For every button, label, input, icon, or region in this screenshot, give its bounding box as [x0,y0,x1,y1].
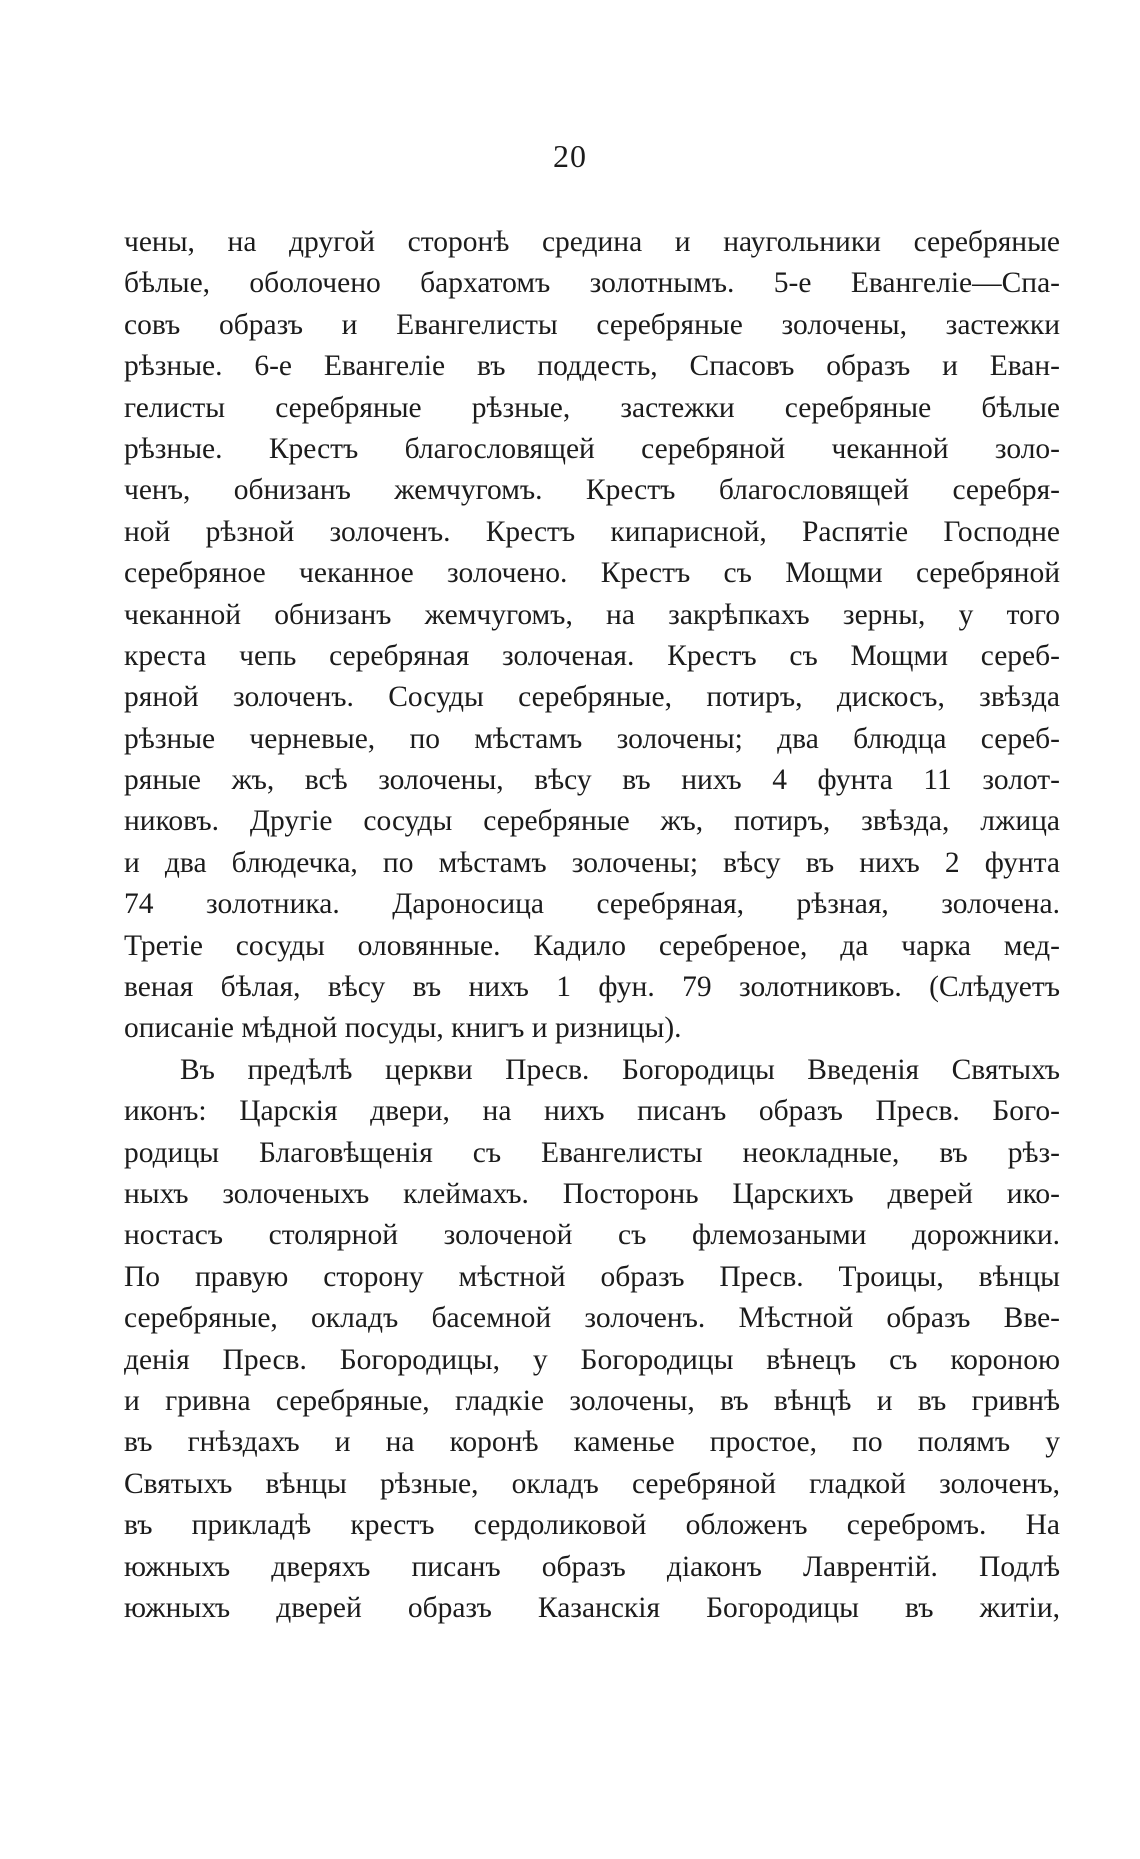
text-line: ряной золоченъ. Сосуды серебряные, потиръ, дискосъ, звѣзда [124,681,1060,714]
text-line: южныхъ дверей образъ Казанскія Богородицы въ житіи, [124,1591,1060,1624]
text-line: описаніе мѣдной посуды, книгъ и ризницы). [124,1012,682,1045]
text-line: ной рѣзной золоченъ. Крестъ кипарисной, Распятіе Господне [124,515,1060,548]
text-line: По правую сторону мѣстной образъ Пресв. Троицы, вѣнцы [124,1260,1060,1293]
text-line: рѣзные. Крестъ благословящей серебряной чеканной золо- [124,432,1060,465]
text-line: серебряные, окладъ басемной золоченъ. Мѣстной образъ Вве- [124,1302,1060,1335]
text-line: ченъ, обнизанъ жемчугомъ. Крестъ благословящей серебря- [124,474,1060,507]
text-line: въ гнѣздахъ и на коронѣ каменье простое, по полямъ у [124,1426,1060,1459]
text-line: гелисты серебряные рѣзные, застежки серебряные бѣлые [124,391,1060,424]
paragraph-start-line: Въ предѣлѣ церкви Пресв. Богородицы Введенія Святыхъ [180,1053,1060,1086]
text-line: серебряное чеканное золочено. Крестъ съ Мощми серебряной [124,557,1060,590]
text-line: южныхъ дверяхъ писанъ образъ діаконъ Лаврентій. Подлѣ [124,1550,1060,1583]
text-line: родицы Благовѣщенія съ Евангелисты неокладные, въ рѣз- [124,1136,1060,1169]
text-line: 74 золотника. Дароносица серебряная, рѣзная, золочена. [124,888,1060,921]
text-line: чены, на другой сторонѣ средина и наугольники серебряные [124,226,1060,258]
text-line: веная бѣлая, вѣсу въ нихъ 1 фун. 79 золотниковъ. (Слѣдуетъ [124,971,1060,1004]
text-line: бѣлые, оболочено бархатомъ золотнымъ. 5-е Евангеліе—Спа- [124,267,1060,300]
page-number: 20 [553,138,587,174]
text-line: никовъ. Другіе сосуды серебряные жъ, потиръ, звѣзда, лжица [124,805,1060,838]
text-line: ныхъ золоченыхъ клеймахъ. Посторонь Царскихъ дверей ико- [124,1177,1060,1210]
text-line: и гривна серебряные, гладкіе золочены, въ вѣнцѣ и въ гривнѣ [124,1384,1060,1417]
text-line: Святыхъ вѣнцы рѣзные, окладъ серебряной гладкой золоченъ, [124,1467,1060,1500]
text-line: Третіе сосуды оловянные. Кадило серебреное, да чарка мед- [124,929,1060,962]
text-line: чеканной обнизанъ жемчугомъ, на закрѣпкахъ зерны, у того [124,598,1060,631]
text-line: рѣзные. 6-е Евангеліе въ поддесть, Спасовъ образъ и Еван- [124,350,1060,383]
text-line: креста чепь серебряная золоченая. Крестъ съ Мощми сереб- [124,639,1060,672]
text-line: рѣзные черневые, по мѣстамъ золочены; два блюдца сереб- [124,722,1060,755]
text-line: совъ образъ и Евангелисты серебряные золочены, застежки [124,308,1060,341]
text-line: ностасъ столярной золоченой съ флемозаными дорожники. [124,1219,1060,1252]
text-line: въ прикладѣ крестъ сердоликовой обложенъ серебромъ. На [124,1509,1060,1542]
text-line: ряные жъ, всѣ золочены, вѣсу въ нихъ 4 фунта 11 золот- [124,764,1060,797]
text-line: и два блюдечка, по мѣстамъ золочены; вѣсу въ нихъ 2 фунта [124,846,1060,879]
text-line: денія Пресв. Богородицы, у Богородицы вѣнецъ съ короною [124,1343,1060,1376]
text-line: иконъ: Царскія двери, на нихъ писанъ образъ Пресв. Бого- [124,1095,1060,1128]
page-body-text [124,222,1060,1629]
